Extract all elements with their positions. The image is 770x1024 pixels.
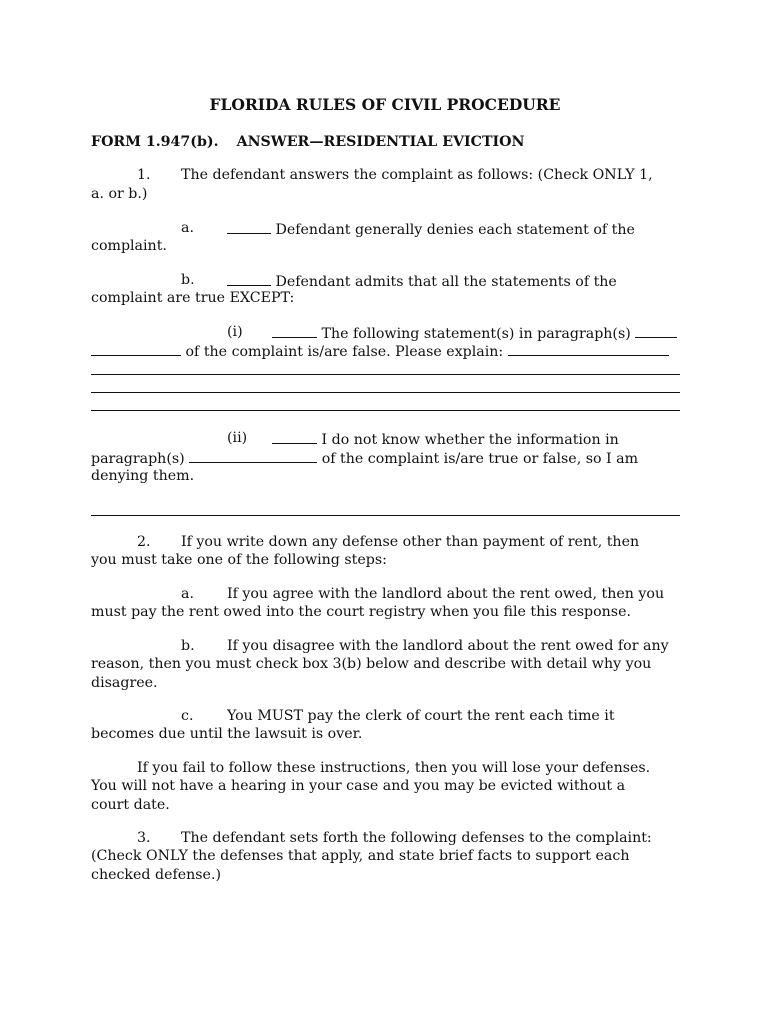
- item-3-marker: 3.: [137, 830, 151, 846]
- item-1bii-text-end: denying them.: [91, 468, 195, 484]
- item-1-text: The defendant answers the complaint as follows: (Check ONLY 1,: [181, 167, 653, 183]
- item-1bii-row: [272, 429, 619, 450]
- item-1bi-paragraph-blank[interactable]: [635, 323, 677, 338]
- item-1bi-explain-line-2[interactable]: [91, 392, 680, 393]
- item-3-text-cont: (Check ONLY the defenses that apply, and state brief facts to support each: [91, 848, 630, 864]
- warning-text: If you fail to follow these instructions, then you will lose your defenses.: [137, 760, 651, 776]
- item-1bi-paragraph-blank-cont[interactable]: [91, 341, 181, 356]
- item-1bii-row-2: [91, 448, 638, 469]
- item-2b-marker: b.: [181, 638, 195, 654]
- item-1b-checkbox-blank[interactable]: [227, 271, 271, 286]
- item-3-text-end: checked defense.): [91, 867, 221, 883]
- item-1bii-checkbox-blank[interactable]: [272, 429, 317, 444]
- item-2-text-cont: you must take one of the following steps:: [91, 552, 387, 568]
- item-2b-text-cont: reason, then you must check box 3(b) below and describe with detail why you: [91, 656, 652, 672]
- item-2c-text: You MUST pay the clerk of court the rent each time it: [227, 708, 615, 724]
- warning-text-cont: You will not have a hearing in your case and you may be evicted without a: [91, 778, 626, 794]
- item-1bi-text-cont: of the complaint is/are false. Please explain:: [185, 344, 504, 360]
- item-2a-marker: a.: [181, 586, 194, 602]
- document-title: FLORIDA RULES OF CIVIL PROCEDURE: [209, 95, 561, 114]
- item-1bi-explain-line-1[interactable]: [91, 374, 680, 375]
- item-3-text: The defendant sets forth the following defenses to the complaint:: [181, 830, 652, 846]
- item-1b-text-cont: complaint are true EXCEPT:: [91, 290, 295, 306]
- form-name: ANSWER—RESIDENTIAL EVICTION: [236, 134, 525, 150]
- item-1bi-row-2: [91, 341, 669, 362]
- item-2b-text-end: disagree.: [91, 675, 158, 691]
- item-1b-text: Defendant admits that all the statements of the: [275, 274, 617, 290]
- item-1-marker: 1.: [137, 167, 151, 183]
- item-1bi-text: The following statement(s) in paragraph(s): [321, 326, 631, 342]
- warning-text-end: court date.: [91, 797, 170, 813]
- item-1bii-paragraph-blank[interactable]: [189, 448, 317, 463]
- item-1-text-cont: a. or b.): [91, 186, 148, 202]
- item-1b-marker: b.: [181, 272, 195, 288]
- item-1a-marker: a.: [181, 220, 194, 236]
- item-1a-text-cont: complaint.: [91, 238, 167, 254]
- item-1bii-text: I do not know whether the information in: [321, 432, 619, 448]
- form-heading: [91, 133, 525, 152]
- form-number: FORM 1.947(b).: [91, 134, 219, 150]
- item-2a-text: If you agree with the landlord about the rent owed, then you: [227, 586, 665, 602]
- item-1bii-answer-line[interactable]: [91, 515, 680, 516]
- item-2b-text: If you disagree with the landlord about the rent owed for any: [227, 638, 669, 654]
- item-2c-text-cont: becomes due until the lawsuit is over.: [91, 726, 363, 742]
- item-1a-checkbox-blank[interactable]: [227, 219, 271, 234]
- item-2-text: If you write down any defense other than payment of rent, then: [181, 534, 640, 550]
- item-1bi-marker: (i): [227, 324, 243, 340]
- item-2a-text-cont: must pay the rent owed into the court registry when you file this response.: [91, 604, 631, 620]
- item-2-marker: 2.: [137, 534, 151, 550]
- item-1bi-checkbox-blank[interactable]: [272, 323, 317, 338]
- item-1bi-explain-line-3[interactable]: [91, 410, 680, 411]
- item-1bi-explain-blank[interactable]: [508, 341, 669, 356]
- item-1a-text: Defendant generally denies each statement of the: [275, 222, 635, 238]
- item-1bii-paragraph-label: paragraph(s): [91, 451, 185, 467]
- item-1bii-marker: (ii): [227, 430, 248, 446]
- item-1a-row: [227, 219, 635, 240]
- item-1bii-text-cont: of the complaint is/are true or false, so I am: [321, 451, 639, 467]
- item-2c-marker: c.: [181, 708, 194, 724]
